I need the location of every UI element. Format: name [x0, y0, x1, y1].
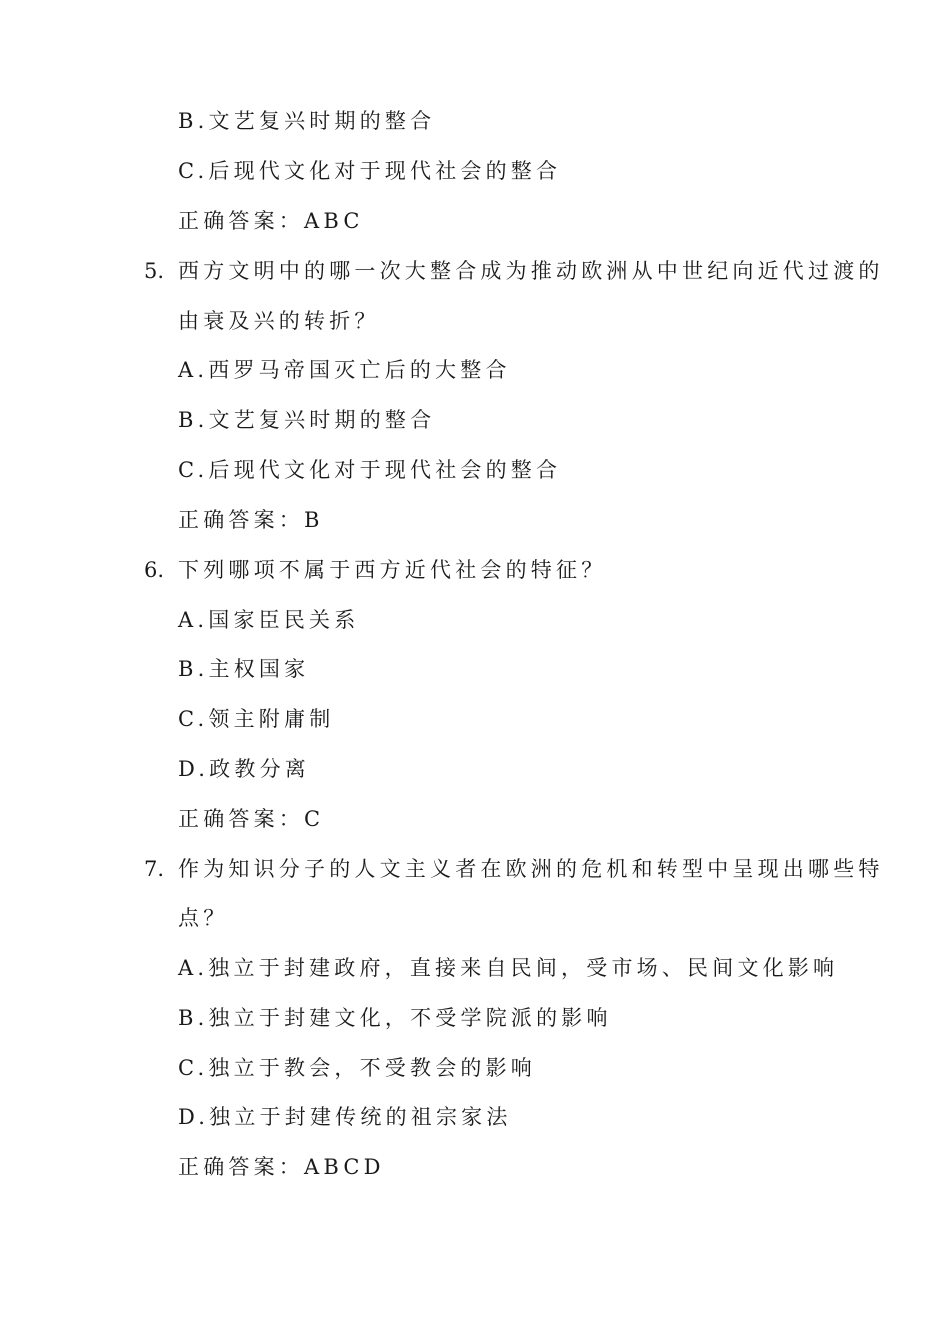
- answer: 正确答案：ABCD: [178, 1155, 385, 1179]
- option-d: D.独立于封建传统的祖宗家法: [178, 1105, 512, 1129]
- question-number: 7.: [144, 857, 165, 881]
- option-b: B.独立于封建文化，不受学院派的影响: [178, 1006, 612, 1030]
- question-stem-line: 西方文明中的哪一次大整合成为推动欧洲从中世纪向近代过渡的: [178, 259, 884, 283]
- option-c: C.领主附庸制: [178, 707, 335, 731]
- question-number: 5.: [144, 259, 165, 283]
- question-stem-line: 点？: [178, 906, 229, 930]
- option-a: A.独立于封建政府，直接来自民间，受市场、民间文化影响: [178, 956, 839, 980]
- answer: 正确答案：ABC: [178, 209, 364, 233]
- option-c: C.后现代文化对于现代社会的整合: [178, 159, 562, 183]
- question-stem-line: 由衰及兴的转折？: [178, 309, 380, 333]
- option-b: B.主权国家: [178, 657, 310, 681]
- option-c: C.后现代文化对于现代社会的整合: [178, 458, 562, 482]
- answer: 正确答案：C: [178, 807, 325, 831]
- answer: 正确答案：B: [178, 508, 324, 532]
- question-stem-line: 下列哪项不属于西方近代社会的特征？: [178, 558, 607, 582]
- option-d: D.政教分离: [178, 757, 310, 781]
- option-a: A.西罗马帝国灭亡后的大整合: [178, 358, 511, 382]
- option-b: B.文艺复兴时期的整合: [178, 109, 436, 133]
- option-b: B.文艺复兴时期的整合: [178, 408, 436, 432]
- option-c: C.独立于教会，不受教会的影响: [178, 1056, 536, 1080]
- option-a: A.国家臣民关系: [178, 608, 360, 632]
- question-stem-line: 作为知识分子的人文主义者在欧洲的危机和转型中呈现出哪些特: [178, 857, 884, 881]
- question-number: 6.: [144, 558, 165, 582]
